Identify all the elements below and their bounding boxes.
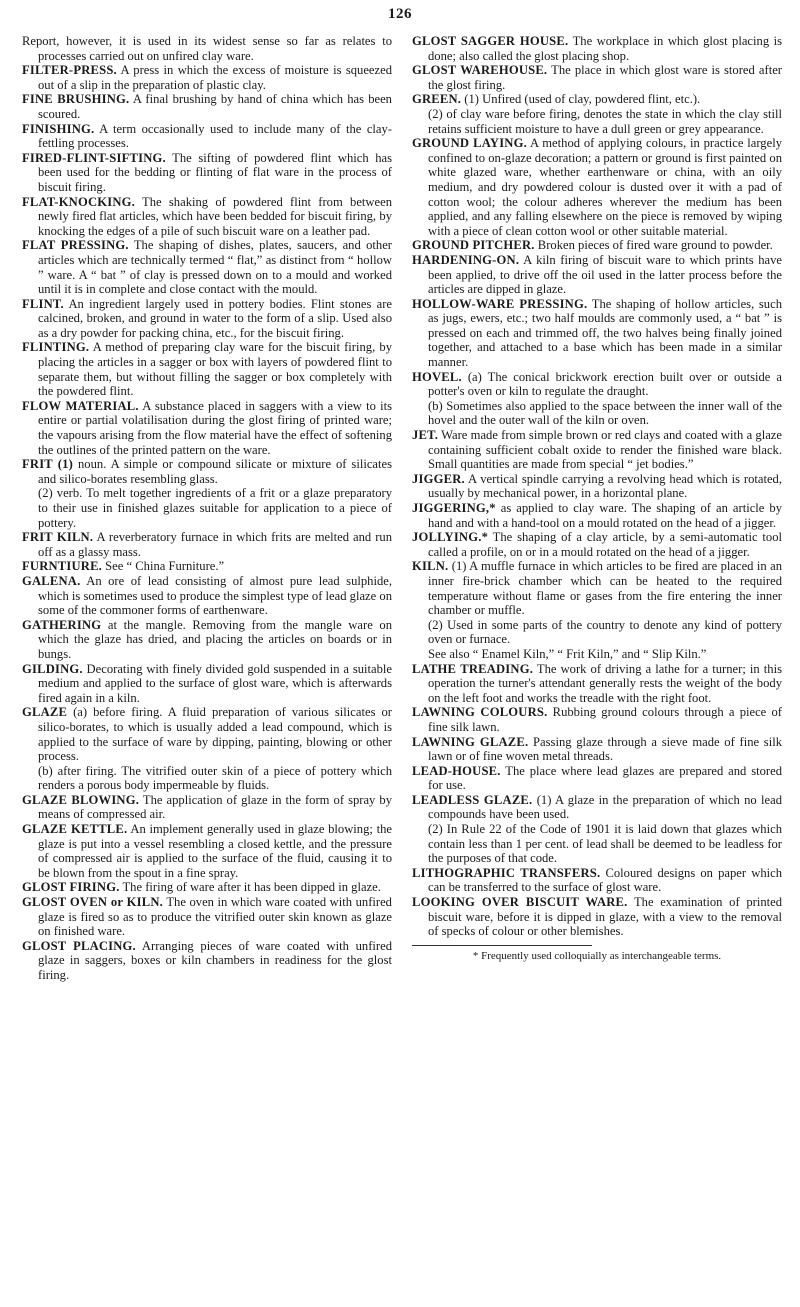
- glossary-term: GREEN.: [412, 92, 462, 107]
- glossary-definition: at the mangle. Removing from the mangle ware on which the glaze has dried, and placing the articles on boards or in bungs.: [38, 617, 392, 661]
- glossary-entry: [412, 34, 782, 63]
- glossary-entry: [412, 428, 782, 472]
- glossary-term: FINE BRUSHING.: [22, 92, 130, 107]
- glossary-entry: [412, 297, 782, 370]
- glossary-subentry: [412, 618, 782, 647]
- glossary-term: FINISHING.: [22, 121, 95, 136]
- glossary-subentry: [412, 822, 782, 866]
- glossary-definition: (1) Unfired (used of clay, powdered flint, etc.).: [461, 92, 701, 107]
- glossary-entry: [412, 501, 782, 530]
- right-column-entries: [412, 34, 782, 939]
- glossary-term: LEAD-HOUSE.: [412, 763, 501, 778]
- glossary-entry: [412, 92, 782, 107]
- glossary-entry: [22, 559, 392, 574]
- glossary-entry: [22, 880, 392, 895]
- glossary-definition: A method of applying colours, in practice largely confined to on-glaze decoration; a pattern or ground is first painted on white glazed ware, whether earthenware or china, with an oily medium, and dry powdered colour is dusted over it with a pad of cotton wool; the colour adheres wherever the medium has been applied, and any falling elsewhere on the piece is removed by wiping with a piece of clean cotton wool or other suitable material.: [428, 136, 782, 238]
- glossary-definition: The sifting of powdered flint which has been used for the bedding or flinting of flat ware in the process of biscuit firing.: [38, 150, 392, 194]
- glossary-subentry: [412, 107, 782, 136]
- glossary-term: GLOST PLACING.: [22, 938, 136, 953]
- glossary-entry: [412, 705, 782, 734]
- glossary-term: JIGGER.: [412, 471, 465, 486]
- columns: [22, 34, 782, 983]
- glossary-entry: [412, 735, 782, 764]
- glossary-entry: [22, 238, 392, 296]
- glossary-term: JOLLYING.*: [412, 530, 489, 545]
- glossary-definition: Decorating with finely divided gold suspended in a suitable medium and applied to the surface of glost ware, which is afterwards fired again in a kiln.: [38, 661, 392, 705]
- glossary-definition: A kiln firing of biscuit ware to which prints have been applied, to drive off the oil used in the latter process before the articles are dipped in glaze.: [428, 252, 782, 297]
- glossary-entry: [22, 574, 392, 618]
- glossary-definition: (a) The conical brickwork erection built over or outside a potter's oven or kiln to regulate the draught.: [428, 369, 782, 399]
- glossary-definition: A vertical spindle carrying a revolving head which is rotated, usually by mechanical power, in a horizontal plane.: [428, 471, 782, 501]
- glossary-term: FRIT (1): [22, 457, 74, 472]
- glossary-term: FLAT-KNOCKING.: [22, 194, 136, 209]
- glossary-definition: A press in which the excess of moisture is squeezed out of a slip in the preparation of plastic clay.: [38, 63, 392, 92]
- glossary-definition: as applied to clay ware. The shaping of an article by hand and with a hand-tool on a mould rotated on the head of a jigger.: [428, 501, 782, 530]
- glossary-term: GILDING.: [22, 661, 83, 676]
- glossary-definition: The work of driving a lathe for a turner; in this operation the turner's attendant generally rests the weight of the body on the left foot and works the treadle with the right foot.: [428, 661, 782, 705]
- glossary-entry: [412, 136, 782, 238]
- glossary-definition: The firing of ware after it has been dipped in glaze.: [119, 880, 381, 895]
- glossary-definition: (b) Sometimes also applied to the space between the inner wall of the hovel and the outer wall of the kiln or oven.: [428, 398, 782, 428]
- footnote: * Frequently used colloquially as interchangeable terms.: [472, 949, 722, 962]
- glossary-definition: See “ China Furniture.”: [102, 559, 225, 574]
- glossary-definition: (2) of clay ware before firing, denotes the state in which the clay still retains sufficient moisture to have a dull green or grey appearance.: [428, 106, 782, 136]
- glossary-entry: [22, 793, 392, 822]
- glossary-definition: (1) A muffle furnace in which articles to be fired are placed in an inner fire-brick chamber which can be heated to the required temperature without flame or gases from the fire entering the inner chamber or muffle.: [428, 559, 782, 618]
- glossary-term: HARDENING-ON.: [412, 252, 520, 267]
- glossary-definition: (2) In Rule 22 of the Code of 1901 it is laid down that glazes which contain less than 1 per cent. of lead shall be deemed to be leadless for the purposes of that code.: [428, 822, 782, 866]
- glossary-entry: [412, 866, 782, 895]
- glossary-term: FRIT KILN.: [22, 530, 94, 545]
- glossary-term: GATHERING: [22, 617, 102, 632]
- glossary-entry: [412, 238, 782, 253]
- glossary-term: GROUND PITCHER.: [412, 238, 535, 253]
- glossary-entry: [412, 764, 782, 793]
- glossary-entry: [412, 559, 782, 617]
- glossary-term: GLOST FIRING.: [22, 880, 120, 895]
- glossary-entry: [22, 63, 392, 92]
- glossary-term: GROUND LAYING.: [412, 136, 527, 151]
- glossary-entry: [412, 895, 782, 939]
- glossary-definition: The place where lead glazes are prepared and stored for use.: [428, 763, 782, 793]
- glossary-entry: [412, 472, 782, 501]
- glossary-term: GLOST SAGGER HOUSE.: [412, 34, 569, 48]
- glossary-definition: Coloured designs on paper which can be transferred to the surface of glost ware.: [428, 865, 783, 895]
- glossary-entry: [412, 253, 782, 297]
- glossary-subentry: [22, 764, 392, 793]
- glossary-definition: A term occasionally used to include many of the clay-fettling processes.: [38, 121, 392, 151]
- glossary-term: FLINTING.: [22, 340, 90, 355]
- glossary-definition: The workplace in which glost placing is done; also called the glost placing shop.: [428, 34, 782, 63]
- glossary-term: HOLLOW-WARE PRESSING.: [412, 296, 588, 311]
- glossary-entry: [22, 662, 392, 706]
- glossary-definition: A reverberatory furnace in which frits are melted and run off as a glassy mass.: [38, 530, 393, 559]
- glossary-definition: Arranging pieces of ware coated with unfired glaze in saggers, boxes or kiln chambers in readiness for the glost firing.: [38, 938, 392, 982]
- glossary-term: GALENA.: [22, 573, 81, 588]
- glossary-entry: [22, 122, 392, 151]
- glossary-definition: The shaping of hollow articles, such as jugs, ewers, etc.; two half moulds are commonly used, a “ bat ” is pressed on each and trimmed off, the two halves being finally joined together, and attached to a base which has been made in a similar manner.: [428, 296, 782, 370]
- glossary-entry: [22, 939, 392, 983]
- glossary-term: LEADLESS GLAZE.: [412, 792, 533, 807]
- glossary-definition: An ore of lead consisting of almost pure lead sulphide, which is sometimes used to produce the simplest type of lead glaze on some of the commoner forms of earthenware.: [38, 573, 392, 618]
- glossary-definition: A final brushing by hand of china which has been scoured.: [38, 92, 392, 121]
- glossary-definition: A substance placed in saggers with a view to its entire or partial volatilisation during the glost firing of printed ware; the vapours arising from the flow material have the effect of softening the outlines of the printed pattern on the ware.: [38, 398, 392, 457]
- glossary-entry: [412, 793, 782, 822]
- page-number: 126: [388, 6, 412, 22]
- glossary-term: FLOW MATERIAL.: [22, 398, 139, 413]
- glossary-definition: Broken pieces of fired ware ground to powder.: [534, 238, 773, 253]
- glossary-term: JET.: [412, 428, 439, 443]
- glossary-definition: Report, however, it is used in its widest sense so far as relates to processes carried out on unfired clay ware.: [22, 34, 392, 63]
- glossary-entry: [22, 895, 392, 939]
- glossary-definition: The place in which glost ware is stored after the glost firing.: [428, 63, 782, 92]
- glossary-definition: The oven in which ware coated with unfired glaze is fired so as to produce the vitrified outer skin known as glaze on finished ware.: [38, 895, 392, 939]
- glossary-definition: See also “ Enamel Kiln,” “ Frit Kiln,” and “ Slip Kiln.”: [428, 646, 707, 661]
- right-column: [412, 34, 782, 983]
- glossary-term: FILTER-PRESS.: [22, 63, 117, 78]
- glossary-entry: [22, 340, 392, 398]
- glossary-definition: (2) verb. To melt together ingredients of a frit or a glaze preparatory to their use in finished glazes suitable for application to a piece of pottery.: [38, 486, 392, 530]
- glossary-term: FURNTIURE.: [22, 559, 103, 574]
- glossary-subentry: [22, 486, 392, 530]
- glossary-term: LITHOGRAPHIC TRANSFERS.: [412, 865, 601, 880]
- glossary-term: FLAT PRESSING.: [22, 238, 129, 253]
- glossary-definition: The shaping of dishes, plates, saucers, and other articles which are technically termed “ flat,” as distinct from “ hollow ” ware. A “ bat ” of clay is pressed down on to a mould and worked until it is in complete and close contact with the mould.: [38, 238, 392, 297]
- glossary-entry: [412, 63, 782, 92]
- glossary-entry: [22, 822, 392, 880]
- glossary-entry: [412, 662, 782, 706]
- glossary-definition: The shaping of a clay article, by a semi-automatic tool called a profile, on or in a mould rotated on the head of a jigger.: [428, 530, 782, 559]
- glossary-definition: The application of glaze in the form of spray by means of compressed air.: [38, 792, 392, 822]
- glossary-term: GLAZE KETTLE.: [22, 822, 128, 837]
- glossary-term: FLINT.: [22, 296, 64, 311]
- glossary-entry: [22, 34, 392, 63]
- glossary-entry: [22, 705, 392, 763]
- glossary-term: LOOKING OVER BISCUIT WARE.: [412, 895, 628, 910]
- glossary-entry: [22, 195, 392, 239]
- glossary-entry: [412, 530, 782, 559]
- glossary-definition: Passing glaze through a sieve made of fine silk lawn or of fine woven metal threads.: [428, 734, 783, 764]
- glossary-term: LAWNING COLOURS.: [412, 705, 548, 720]
- glossary-definition: A method of preparing clay ware for the biscuit firing, by placing the articles in a sagger or box with layers of powdered flint to separate them, but without filling the sagger or box completely with the powdered flint.: [38, 340, 392, 399]
- glossary-subentry: [412, 647, 782, 662]
- glossary-definition: The shaking of powdered flint from between newly fired flat articles, which have been bedded for biscuit firing, by knocking the edges of a pile of such biscuit ware on a leather pad.: [38, 194, 392, 238]
- glossary-definition: Rubbing ground colours through a piece of fine silk lawn.: [428, 705, 782, 734]
- glossary-definition: An ingredient largely used in pottery bodies. Flint stones are calcined, broken, and ground in water to the form of a slip. Used also as a dry powder for packing china, etc., for the biscuit firing.: [38, 296, 392, 340]
- glossary-term: LATHE TREADING.: [412, 661, 534, 676]
- glossary-definition: (a) before firing. A fluid preparation of various silicates or silico-borates, to which is usually added a lead compound, which is applied to the surface of ware by dipping, painting, blowing or other process.: [38, 705, 392, 764]
- footnote-rule: [412, 945, 592, 946]
- glossary-entry: [22, 151, 392, 195]
- glossary-definition: An implement generally used in glaze blowing; the glaze is put into a vessel resembling a closed kettle, and the pressure of compressed air is applied to the surface of the fluid, causing it to be blown from the spout in a fine spray.: [38, 822, 392, 880]
- glossary-term: GLAZE BLOWING.: [22, 792, 140, 807]
- glossary-subentry: [412, 399, 782, 428]
- glossary-definition: (b) after firing. The vitrified outer skin of a piece of pottery which renders a porous body impermeable by fluids.: [38, 763, 392, 793]
- glossary-entry: [22, 530, 392, 559]
- glossary-term: JIGGERING,*: [412, 501, 496, 515]
- glossary-definition: The examination of printed biscuit ware, before it is dipped in glaze, with a view to the removal of specks of colour or other blemishes.: [428, 895, 783, 939]
- glossary-definition: Ware made from simple brown or red clays and coated with a glaze containing sufficient cobalt oxide to render the finished ware black. Small quantities are made from special “ jet bodies.”: [428, 428, 782, 472]
- glossary-entry: [22, 297, 392, 341]
- glossary-term: FIRED-FLINT-SIFTING.: [22, 150, 166, 165]
- glossary-entry: [22, 399, 392, 457]
- glossary-definition: (2) Used in some parts of the country to denote any kind of pottery oven or furnace.: [428, 617, 782, 647]
- glossary-entry: [22, 92, 392, 121]
- glossary-term: GLOST WAREHOUSE.: [412, 63, 548, 78]
- left-column: [22, 34, 392, 983]
- glossary-entry: [22, 618, 392, 662]
- glossary-entry: [22, 457, 392, 486]
- glossary-term: LAWNING GLAZE.: [412, 734, 529, 749]
- glossary-definition: noun. A simple or compound silicate or mixture of silicates and silico-borates resembling glass.: [38, 457, 392, 486]
- glossary-term: HOVEL.: [412, 369, 462, 384]
- glossary-term: GLOST OVEN or KILN.: [22, 895, 164, 910]
- glossary-term: KILN.: [412, 559, 449, 574]
- glossary-entry: [412, 370, 782, 399]
- glossary-definition: (1) A glaze in the preparation of which no lead compounds have been used.: [428, 792, 782, 822]
- glossary-term: GLAZE: [22, 705, 68, 720]
